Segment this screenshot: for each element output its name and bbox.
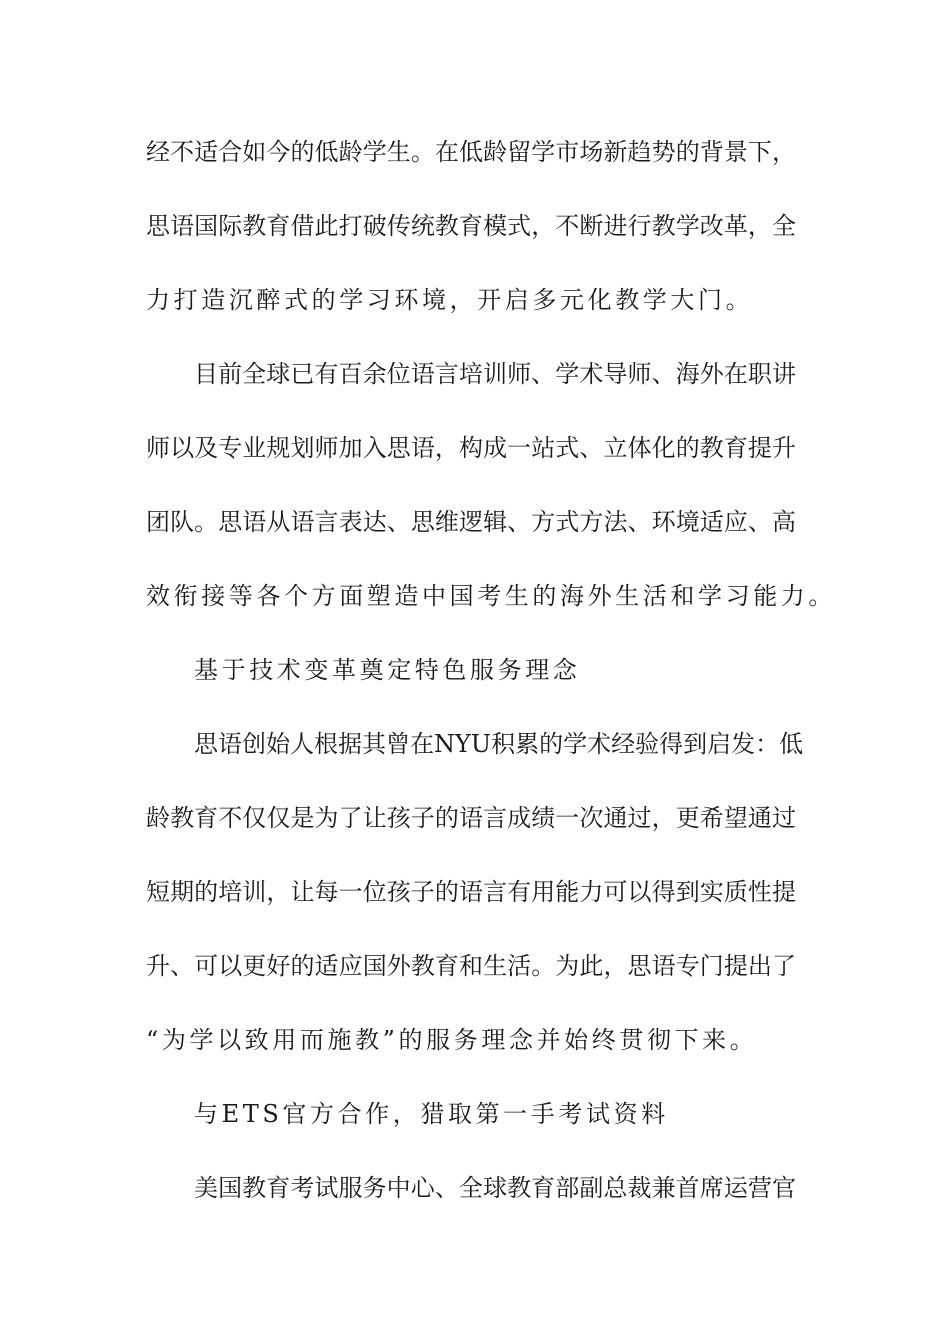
paragraph-line: 团队。思语从语言表达、思维逻辑、方式方法、环境适应、高 xyxy=(146,508,796,536)
paragraph-line: 升、可以更好的适应国外教育和生活。为此，思语专门提出了 xyxy=(146,952,796,980)
paragraph-line: 思语创始人根据其曾在NYU积累的学术经验得到启发：低 xyxy=(194,730,804,758)
paragraph-line: 效衔接等各个方面塑造中国考生的海外生活和学习能力。 xyxy=(146,582,836,610)
section-heading: 基于技术变革奠定特色服务理念 xyxy=(194,656,581,684)
paragraph-line: 经不适合如今的低龄学生。在低龄留学市场新趋势的背景下， xyxy=(146,138,796,166)
paragraph-line: 思语国际教育借此打破传统教育模式，不断进行教学改革，全 xyxy=(146,212,796,240)
paragraph-line: 龄教育不仅仅是为了让孩子的语言成绩一次通过，更希望通过 xyxy=(146,804,796,832)
paragraph-line: 美国教育考试服务中心、全球教育部副总裁兼首席运营官 xyxy=(194,1174,796,1202)
paragraph-line: 师以及专业规划师加入思语，构成一站式、立体化的教育提升 xyxy=(146,434,796,462)
section-heading: 与ETS官方合作，猎取第一手考试资料 xyxy=(194,1100,669,1128)
paragraph-line: 力打造沉醉式的学习环境，开启多元化教学大门。 xyxy=(146,286,754,314)
paragraph-line: 目前全球已有百余位语言培训师、学术导师、海外在职讲 xyxy=(194,360,796,388)
paragraph-line: 短期的培训，让每一位孩子的语言有用能力可以得到实质性提 xyxy=(146,878,796,906)
paragraph-line: “为学以致用而施教”的服务理念并始终贯彻下来。 xyxy=(146,1026,758,1054)
